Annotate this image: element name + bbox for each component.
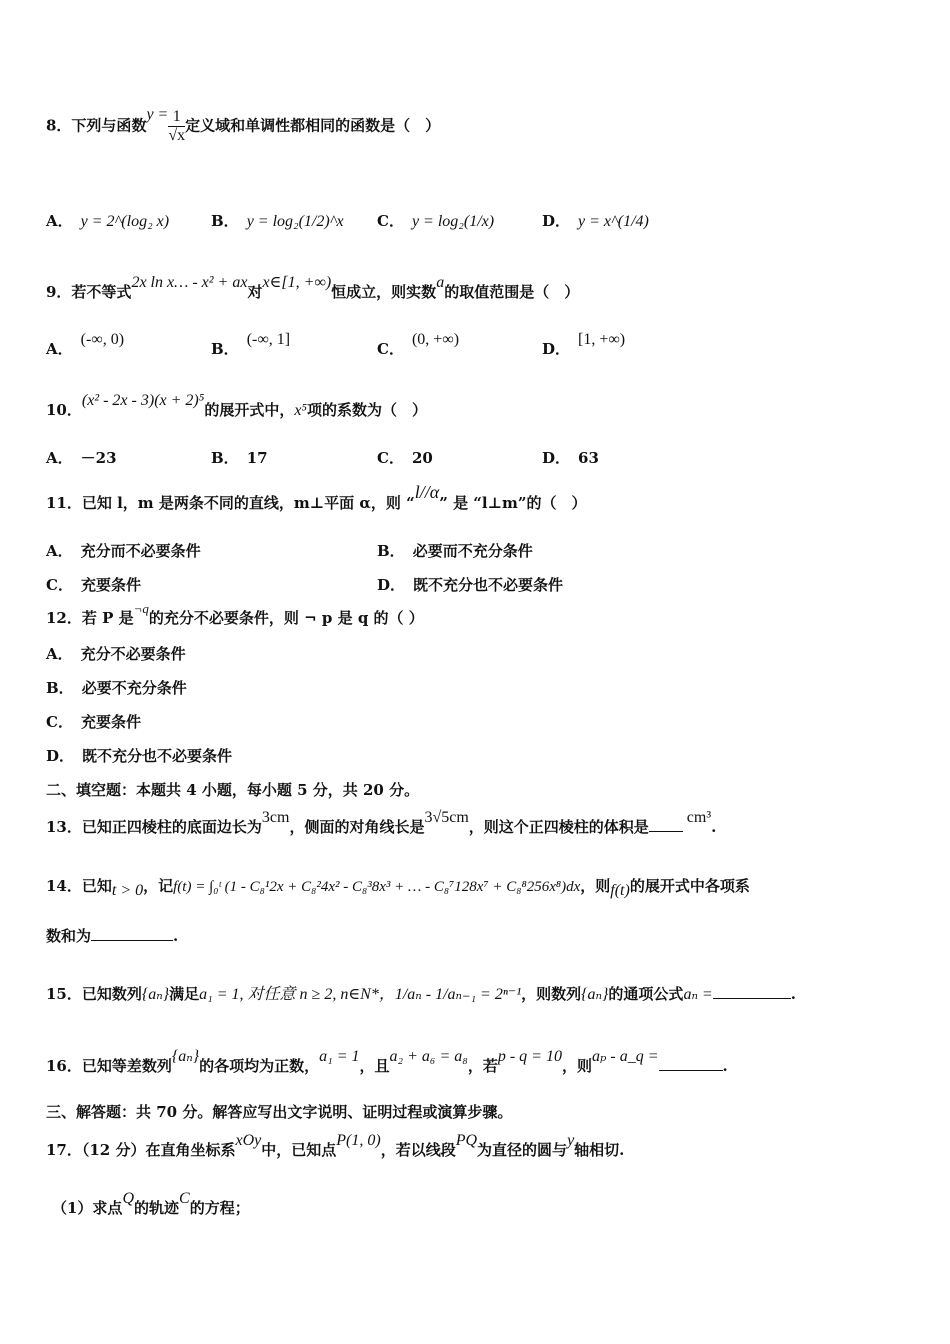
q15-seq2: {aₙ} <box>581 986 609 1003</box>
q9-inequality: 2x ln x… - x² + ax <box>131 274 248 291</box>
q9-var: a <box>436 274 445 291</box>
q17-axis: y <box>567 1132 575 1149</box>
q13-edge: 3cm <box>261 809 290 826</box>
q17-c: C <box>179 1190 190 1207</box>
q15-stem: 15．已知数列 <box>46 985 142 1003</box>
question-16 <box>46 1048 728 1077</box>
question-14-line2 <box>46 926 178 946</box>
q13-unit: cm³ <box>686 809 712 826</box>
q10-option-c: C． 20 <box>377 449 433 467</box>
q14-stem: 14．已知 <box>46 877 112 895</box>
q8-option-d: D． y = x^(1/4) <box>542 212 649 230</box>
q11-condition: l//α <box>414 482 440 502</box>
q8-func-frac: $\frac{1}{√x}$ <box>168 108 186 144</box>
question-10 <box>46 392 428 421</box>
q14-line2: 数和为 <box>46 927 92 945</box>
q16-end: . <box>722 1057 728 1075</box>
q17-sub1c: 的方程； <box>189 1199 250 1217</box>
q12-option-a: A． 充分不必要条件 <box>46 645 186 663</box>
q9-option-c: C．(0, +∞) <box>377 331 460 358</box>
q14-end: . <box>173 927 179 945</box>
question-11 <box>46 482 587 513</box>
q13-mid: ，侧面的对角线长是 <box>289 818 425 836</box>
question-9 <box>46 274 580 303</box>
q10-option-d: D． 63 <box>542 449 599 467</box>
q9-tail: 恒成立，则实数 <box>331 283 437 301</box>
q14-tail: 的展开式中各项系 <box>629 877 750 895</box>
q17-segment: PQ <box>455 1132 478 1149</box>
q13-tail: ，则这个正四棱柱的体积是 <box>468 818 649 836</box>
q16-mid4: ，则 <box>561 1057 592 1075</box>
q15-mid: 满足 <box>169 985 200 1003</box>
q12-option-b: B． 必要不充分条件 <box>46 679 187 697</box>
q8-func-lhs: y = <box>146 105 169 123</box>
q11-option-d: D． 既不充分也不必要条件 <box>377 576 564 594</box>
q15-answer-blank[interactable] <box>713 998 791 999</box>
q13-end: . <box>711 818 717 836</box>
q11-option-a: A． 充分而不必要条件 <box>46 542 201 560</box>
q16-c1: a₁ = 1 <box>319 1048 360 1065</box>
q15-mid2: ，则数列 <box>521 985 582 1003</box>
q14-answer-blank[interactable] <box>91 940 173 941</box>
section-3-heading: 三、解答题：共 70 分。解答应写出文字说明、证明过程或演算步骤。 <box>46 1103 513 1121</box>
q14-integral: f(t) = ∫₀ᵗ (1 - C₈¹2x + C₈²4x² - C₈³8x³ + … - C₈⁷128x⁷ + C₈⁸256x⁸)dx <box>173 879 581 895</box>
question-13 <box>46 809 717 838</box>
question-14 <box>46 876 750 897</box>
q11-option-c: C． 充要条件 <box>46 576 141 594</box>
q12-option-d: D． 既不充分也不必要条件 <box>46 747 233 765</box>
q10-option-b: B． 17 <box>211 449 268 467</box>
q12-option-c: C． 充要条件 <box>46 713 141 731</box>
q17-sub1: （1）求点 <box>52 1199 123 1217</box>
q13-diagonal: 3√5cm <box>424 809 469 826</box>
q10-mid: 的展开式中， <box>204 401 295 419</box>
q10-tail: 项的系数为（ ） <box>307 401 428 419</box>
q11-tail: ” 是 “l⊥m”的（ ） <box>439 494 587 512</box>
q17-mid2: ，若以线段 <box>380 1141 456 1159</box>
q16-c2: a₂ + a₆ = a₈ <box>389 1048 468 1065</box>
q12-tail: 的充分不必要条件，则 ¬ p 是 q 的（ ） <box>148 609 424 627</box>
q17-mid3: 为直径的圆与 <box>477 1141 568 1159</box>
q17-system: xOy <box>235 1132 262 1149</box>
q16-answer-blank[interactable] <box>659 1070 723 1071</box>
question-12 <box>46 601 424 629</box>
q8-tail: 定义域和单调性都相同的函数是（ ） <box>185 116 441 135</box>
q12-neg-q: ¬q <box>133 601 149 616</box>
q10-term: x⁵ <box>294 402 307 419</box>
q14-condition: t > 0 <box>111 882 144 899</box>
q14-f: f(t) <box>610 882 630 899</box>
q13-answer-blank[interactable] <box>649 831 683 832</box>
q17-point: P(1, 0) <box>336 1132 381 1149</box>
q15-relation: 1/aₙ - 1/aₙ₋₁ = 2ⁿ⁻¹ <box>394 986 522 1003</box>
question-15 <box>46 984 796 1005</box>
q15-end: . <box>790 985 796 1003</box>
q12-stem: 12．若 P 是 <box>46 609 134 627</box>
q17-tail: 轴相切. <box>574 1141 625 1159</box>
q16-c3: p - q = 10 <box>497 1048 562 1065</box>
section-2-heading: 二、填空题：本题共 4 小题，每小题 5 分，共 20 分。 <box>46 781 420 799</box>
question-8 <box>46 105 441 145</box>
q15-seq: {aₙ} <box>141 986 170 1003</box>
q16-seq: {aₙ} <box>171 1048 200 1065</box>
question-17-part-1 <box>52 1190 250 1219</box>
q9-domain: x∈[1, +∞) <box>262 274 332 291</box>
q16-mid3: ，若 <box>467 1057 498 1075</box>
q16-stem: 16．已知等差数列 <box>46 1057 172 1075</box>
q9-option-b: B．(-∞, 1] <box>211 331 291 358</box>
q17-mid: 中，已知点 <box>261 1141 337 1159</box>
q8-option-b: B． y = log₂(1/2)^x <box>211 212 344 230</box>
q13-stem: 13．已知正四棱柱的底面边长为 <box>46 818 262 836</box>
q11-stem: 11．已知 l，m 是两条不同的直线，m⊥平面 α，则 “ <box>46 494 415 512</box>
q9-mid: 对 <box>247 283 263 301</box>
q17-sub1b: 的轨迹 <box>134 1199 180 1217</box>
q17-q: Q <box>122 1190 134 1207</box>
q17-stem: 17．（12 分）在直角坐标系 <box>46 1141 236 1159</box>
q16-mid: 的各项均为正数， <box>199 1057 320 1075</box>
q9-option-d: D．[1, +∞) <box>542 331 626 358</box>
q16-ask: aₚ - a_q = <box>591 1048 659 1065</box>
q9-option-a: A．(-∞, 0) <box>46 331 125 358</box>
q8-option-a: A． y = 2^(log₂ x) <box>46 212 170 230</box>
q15-an: aₙ = <box>683 986 713 1003</box>
q10-option-a: A． －23 <box>46 449 117 467</box>
q9-stem: 9．若不等式 <box>46 283 132 301</box>
q8-stem: 8．下列与函数 <box>46 116 147 135</box>
q11-option-b: B． 必要而不充分条件 <box>377 542 533 560</box>
question-17 <box>46 1132 625 1161</box>
q8-option-c: C． y = log₂(1/x) <box>377 212 495 230</box>
q15-tail: 的通项公式 <box>608 985 684 1003</box>
q10-stem: 10． <box>46 401 82 419</box>
q16-mid2: ，且 <box>359 1057 390 1075</box>
q10-expression: (x² - 2x - 3)(x + 2)⁵ <box>81 392 205 409</box>
q9-tail2: 的取值范围是（ ） <box>444 283 580 301</box>
q14-mid: ，记 <box>143 877 174 895</box>
q14-mid2: ，则 <box>580 877 611 895</box>
q15-init: a₁ = 1, 对任意 n ≥ 2, n∈N*， <box>199 986 395 1003</box>
